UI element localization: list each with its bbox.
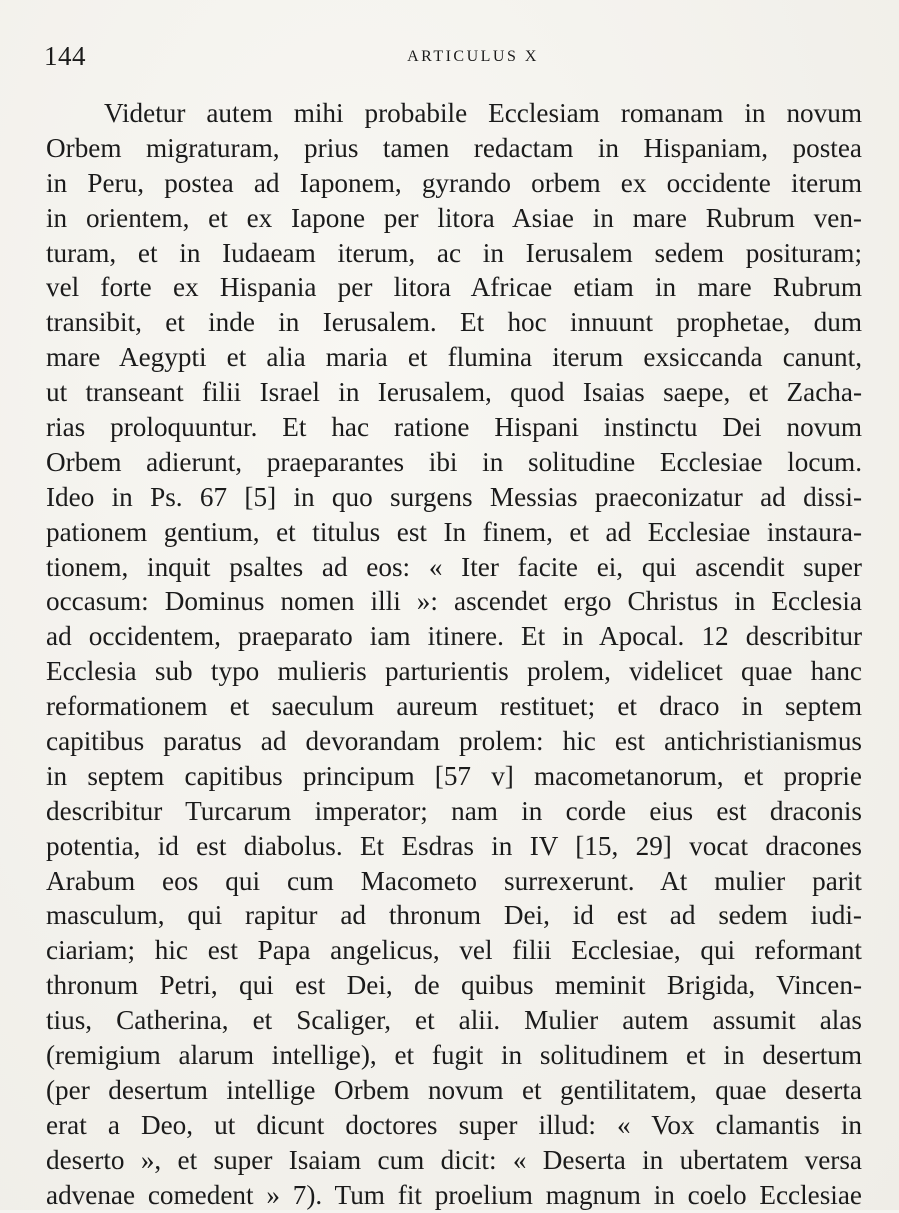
text-line: mare Aegypti et alia maria et flumina iterum exsiccanda canunt,	[46, 342, 862, 373]
text-line: rias proloquuntur. Et hac ratione Hispani instinctu Dei novum	[46, 412, 862, 443]
text-line: masculum, qui rapitur ad thronum Dei, id est ad sedem iudi-	[46, 900, 862, 931]
text-line: Ecclesia sub typo mulieris parturientis prolem, videlicet quae hanc	[46, 656, 862, 687]
text-line: Orbem migraturam, prius tamen redactam in Hispaniam, postea	[46, 132, 862, 163]
text-line: Orbem adierunt, praeparantes ibi in solitudine Ecclesiae locum.	[46, 446, 862, 477]
text-line: transibit, et inde in Ierusalem. Et hoc innuunt prophetae, dum	[46, 307, 862, 338]
text-line: Arabum eos qui cum Macometo surrexerunt. At mulier parit	[46, 865, 862, 896]
text-line: in Peru, postea ad Iaponem, gyrando orbem ex occidente iterum	[46, 167, 862, 198]
text-line: tius, Catherina, et Scaliger, et alii. Mulier autem assumit alas	[46, 1005, 862, 1036]
running-head: ARTICULUS X	[407, 48, 539, 65]
text-line: Ideo in Ps. 67 [5] in quo surgens Messias praeconizatur ad dissi-	[46, 481, 862, 512]
text-line: thronum Petri, qui est Dei, de quibus meminit Brigida, Vincen-	[46, 970, 862, 1001]
body-text	[46, 96, 862, 1213]
text-line: in septem capitibus principum [57 v] macometanorum, et proprie	[46, 760, 862, 791]
text-line: ciariam; hic est Papa angelicus, vel filii Ecclesiae, qui reformant	[46, 935, 862, 966]
text-line: advenae comedent » 7). Tum fit proelium magnum in coelo Ecclesiae	[46, 1179, 862, 1210]
text-line: erat a Deo, ut dicunt doctores super illud: « Vox clamantis in	[46, 1109, 862, 1140]
text-line: describitur Turcarum imperator; nam in corde eius est draconis	[46, 795, 862, 826]
text-line: occasum: Dominus nomen illi »: ascendet ergo Christus in Ecclesia	[46, 586, 862, 617]
text-line: tionem, inquit psaltes ad eos: « Iter facite ei, qui ascendit super	[46, 551, 862, 582]
text-line: ut transeant filii Israel in Ierusalem, quod Isaias saepe, et Zacha-	[46, 377, 862, 408]
text-line: pationem gentium, et titulus est In finem, et ad Ecclesiae instaura-	[46, 516, 862, 547]
page-number: 144	[44, 41, 86, 71]
text-line: turam, et in Iudaeam iterum, ac in Ierusalem sedem posituram;	[46, 237, 862, 268]
page-header	[44, 40, 862, 72]
text-line: (remigium alarum intellige), et fugit in solitudinem et in desertum	[46, 1040, 862, 1071]
text-line: capitibus paratus ad devorandam prolem: hic est antichristianismus	[46, 726, 862, 757]
text-line: vel forte ex Hispania per litora Africae etiam in mare Rubrum	[46, 272, 862, 303]
text-line: ad occidentem, praeparato iam itinere. Et in Apocal. 12 describitur	[46, 621, 862, 652]
text-line: (per desertum intellige Orbem novum et gentilitatem, quae deserta	[46, 1074, 862, 1105]
text-line: potentia, id est diabolus. Et Esdras in IV [15, 29] vocat dracones	[46, 830, 862, 861]
text-line: deserto », et super Isaiam cum dicit: « Deserta in ubertatem versa	[46, 1144, 862, 1175]
text-line: in orientem, et ex Iapone per litora Asiae in mare Rubrum ven-	[46, 202, 862, 233]
text-line: Videtur autem mihi probabile Ecclesiam romanam in novum	[104, 98, 862, 128]
text-line: reformationem et saeculum aureum restituet; et draco in septem	[46, 691, 862, 722]
